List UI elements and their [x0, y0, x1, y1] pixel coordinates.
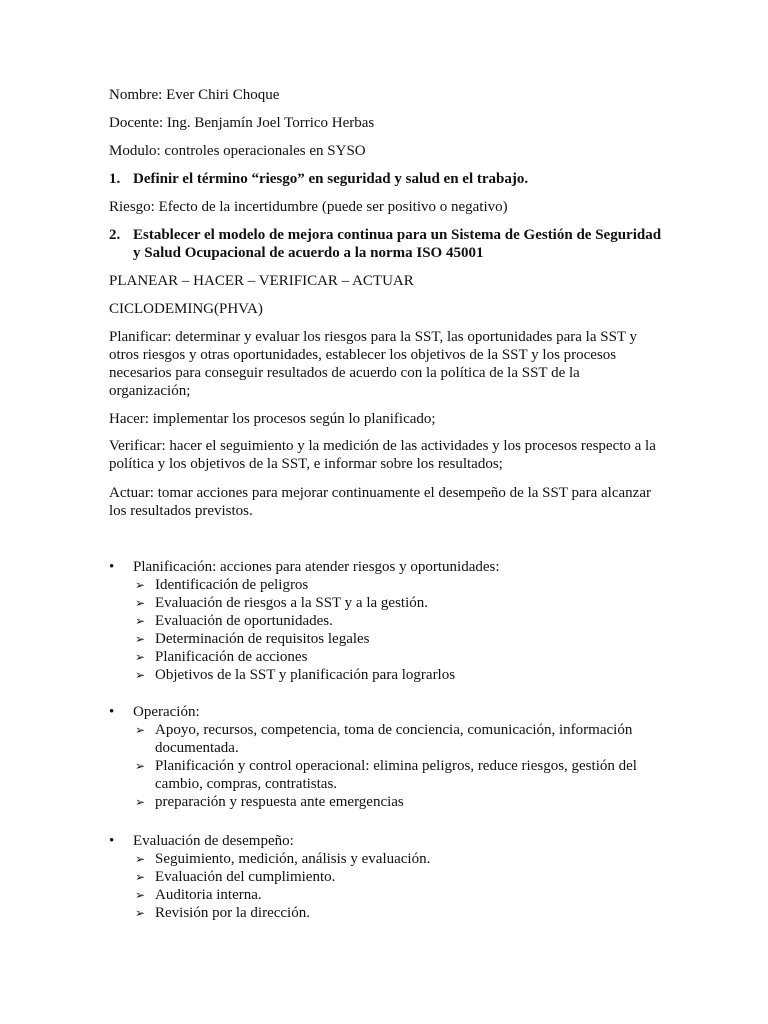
module-name: Modulo: controles operacionales en SYSO [109, 143, 366, 159]
list-title: Operación: [133, 704, 200, 720]
actuar-paragraph: Actuar: tomar acciones para mejorar continuamente el desempeño de la SST para alcanzar los resultados previstos. [109, 485, 651, 519]
arrow-bullet-icon: ➢ [135, 888, 146, 902]
list-item [109, 868, 669, 886]
sub-list [109, 576, 669, 684]
question-1-answer: Riesgo: Efecto de la incertidumbre (puede ser positivo o negativo) [109, 199, 508, 215]
sub-item-text: Evaluación de riesgos a la SST y a la gestión. [155, 595, 428, 611]
hacer-paragraph: Hacer: implementar los procesos según lo planificado; [109, 411, 436, 427]
sub-item-text: Apoyo, recursos, competencia, toma de conciencia, comunicación, información documentada. [155, 722, 633, 756]
question-1-number: 1. [109, 171, 121, 187]
sub-item-text: Determinación de requisitos legales [155, 631, 370, 647]
arrow-bullet-icon: ➢ [135, 632, 146, 646]
arrow-bullet-icon: ➢ [135, 759, 146, 773]
arrow-bullet-icon: ➢ [135, 650, 146, 664]
arrow-bullet-icon: ➢ [135, 614, 146, 628]
list-item [109, 904, 669, 922]
arrow-bullet-icon: ➢ [135, 870, 146, 884]
arrow-bullet-icon: ➢ [135, 795, 146, 809]
sub-item-text: preparación y respuesta ante emergencias [155, 794, 404, 810]
list-item [109, 576, 669, 594]
sub-item-text: Objetivos de la SST y planificación para lograrlos [155, 667, 456, 683]
list-item [109, 648, 669, 666]
list-item [109, 666, 669, 684]
sub-item-text: Revisión por la dirección. [155, 905, 310, 921]
arrow-bullet-icon: ➢ [135, 852, 146, 866]
list-item [109, 612, 669, 630]
arrow-bullet-icon: ➢ [135, 596, 146, 610]
student-name: Nombre: Ever Chiri Choque [109, 87, 280, 103]
list-item [109, 832, 669, 850]
sub-item-text: Evaluación de oportunidades. [155, 613, 333, 629]
sub-list [109, 850, 669, 922]
teacher-name: Docente: Ing. Benjamín Joel Torrico Herbas [109, 115, 375, 131]
list-title: Planificación: acciones para atender riesgos y oportunidades: [133, 559, 500, 575]
list-item [109, 793, 669, 811]
bullet-list-planificacion [109, 558, 669, 684]
list-item [109, 594, 669, 612]
list-item [109, 850, 669, 868]
arrow-bullet-icon: ➢ [135, 723, 146, 737]
question-1-text: Definir el término “riesgo” en seguridad y salud en el trabajo. [133, 171, 529, 187]
sub-item-text: Identificación de peligros [155, 577, 309, 593]
list-item [109, 558, 669, 576]
sub-item-text: Auditoria interna. [155, 887, 262, 903]
bullet-icon: • [109, 559, 115, 575]
bullet-icon: • [109, 704, 115, 720]
bullet-list-evaluacion [109, 832, 669, 922]
arrow-bullet-icon: ➢ [135, 906, 146, 920]
planificar-paragraph: Planificar: determinar y evaluar los riesgos para la SST, las oportunidades para la SST y otros riesgos y otras oportunidades, establecer los objetivos de la SST y los procesos necesarios para conseguir resultados de acuerdo con la política de la SST de la organización; [109, 329, 638, 399]
list-item [109, 721, 669, 757]
arrow-bullet-icon: ➢ [135, 578, 146, 592]
list-item [109, 703, 669, 721]
bullet-icon: • [109, 833, 115, 849]
list-item [109, 630, 669, 648]
sub-list [109, 721, 669, 811]
question-2-number: 2. [109, 227, 121, 243]
verificar-paragraph: Verificar: hacer el seguimiento y la medición de las actividades y los procesos respecto a la política y los objetivos de la SST, e informar sobre los resultados; [109, 438, 656, 472]
sub-item-text: Seguimiento, medición, análisis y evaluación. [155, 851, 431, 867]
question-2-text: Establecer el modelo de mejora continua para un Sistema de Gestión de Seguridad y Salud Ocupacional de acuerdo a la norma ISO 45001 [133, 227, 662, 261]
list-title: Evaluación de desempeño: [133, 833, 294, 849]
phva-steps: PLANEAR – HACER – VERIFICAR – ACTUAR [109, 273, 414, 289]
question-2 [109, 226, 669, 262]
sub-item-text: Evaluación del cumplimiento. [155, 869, 336, 885]
bullet-list-operacion [109, 703, 669, 811]
list-item [109, 886, 669, 904]
arrow-bullet-icon: ➢ [135, 668, 146, 682]
sub-item-text: Planificación de acciones [155, 649, 308, 665]
ciclo-deming: CICLODEMING(PHVA) [109, 301, 263, 317]
list-item [109, 757, 669, 793]
question-1 [109, 170, 669, 188]
sub-item-text: Planificación y control operacional: elimina peligros, reduce riesgos, gestión del cambio, compras, contratistas. [155, 758, 637, 792]
